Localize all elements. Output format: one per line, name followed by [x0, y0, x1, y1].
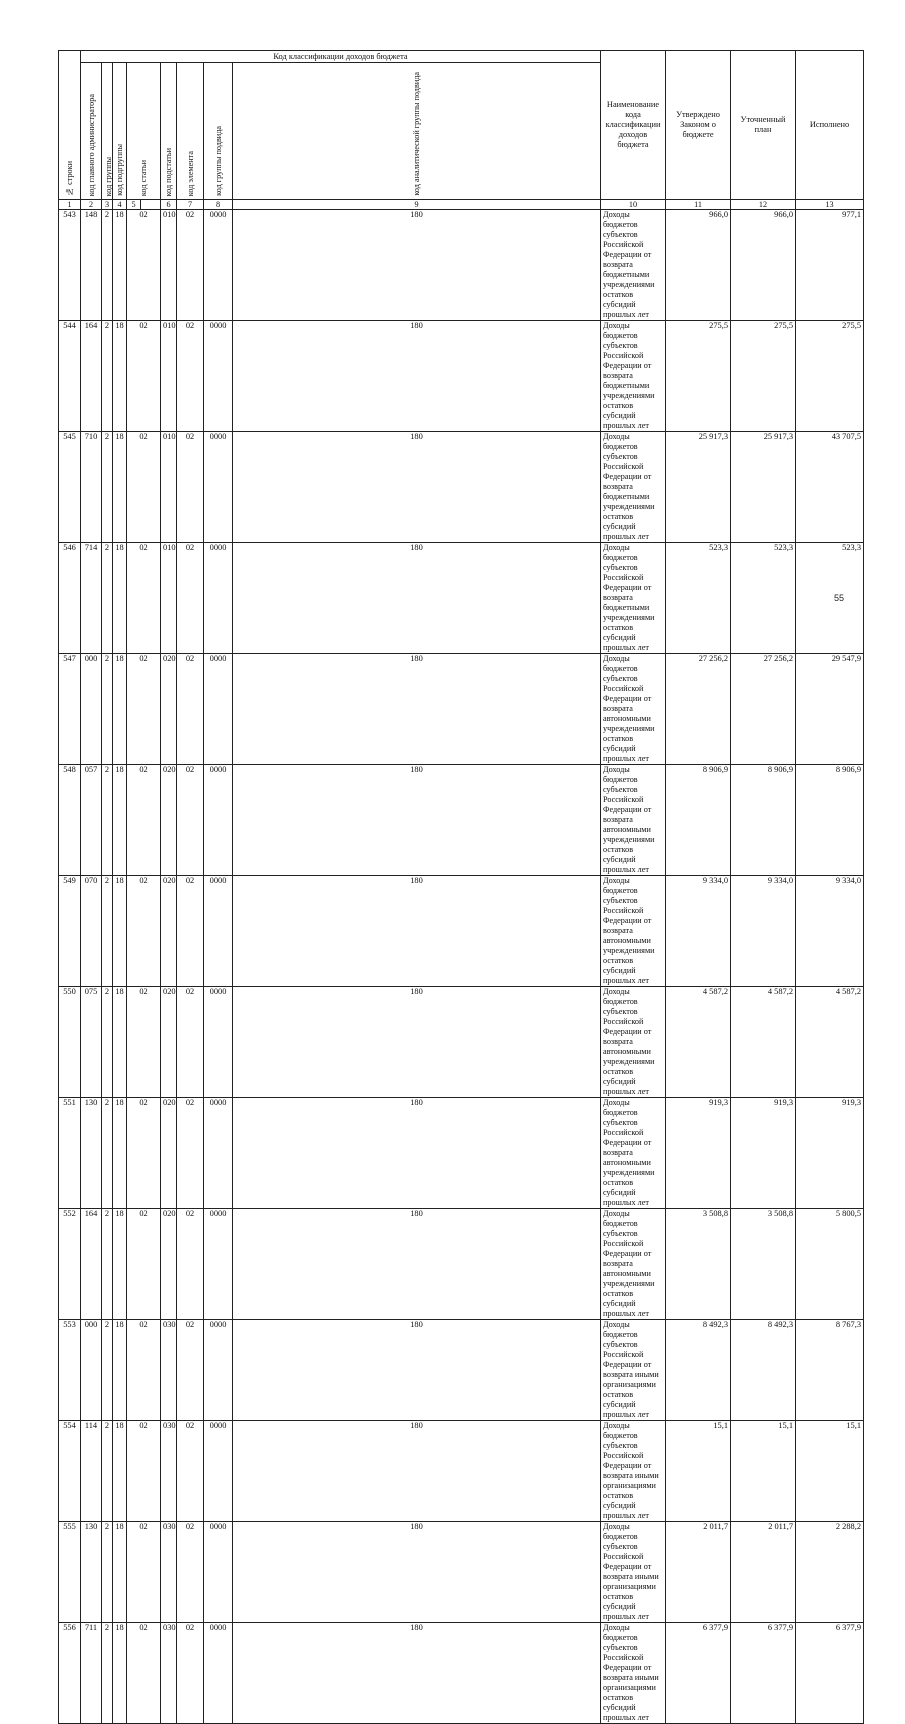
table-row	[59, 1522, 864, 1623]
cell-art: 02	[127, 321, 161, 432]
cell-executed: 4 587,2	[796, 987, 864, 1098]
cell-sub: 18	[113, 654, 127, 765]
cell-el: 02	[177, 543, 204, 654]
cell-sg: 0000	[204, 210, 233, 321]
cell-admin: 000	[81, 1320, 102, 1421]
col-number: 4	[113, 200, 127, 210]
cell-name: Доходы бюджетов субъектов Российской Федерации от возврата автономными учреждениями остатков субсидий прошлых лет	[601, 765, 666, 876]
cell-approved: 9 334,0	[666, 876, 731, 987]
cell-sg: 0000	[204, 1522, 233, 1623]
cell-subart: 020	[161, 1209, 177, 1320]
cell-approved: 275,5	[666, 321, 731, 432]
cell-name: Доходы бюджетов субъектов Российской Федерации от возврата иными организациями остатков субсидий прошлых лет	[601, 1522, 666, 1623]
cell-art: 02	[127, 987, 161, 1098]
cell-executed: 15,1	[796, 1421, 864, 1522]
cell-name: Доходы бюджетов субъектов Российской Федерации от возврата автономными учреждениями остатков субсидий прошлых лет	[601, 876, 666, 987]
cell-ag: 180	[233, 1209, 601, 1320]
col-number: 9	[233, 200, 601, 210]
table-row	[59, 210, 864, 321]
cell-executed: 9 334,0	[796, 876, 864, 987]
cell-executed: 919,3	[796, 1098, 864, 1209]
cell-admin: 000	[81, 654, 102, 765]
header-code-group: Код классификации доходов бюджета	[81, 51, 601, 63]
cell-name: Доходы бюджетов субъектов Российской Федерации от возврата бюджетными учреждениями остатков субсидий прошлых лет	[601, 321, 666, 432]
cell-name: Доходы бюджетов субъектов Российской Федерации от возврата автономными учреждениями остатков субсидий прошлых лет	[601, 1209, 666, 1320]
cell-approved: 6 377,9	[666, 1623, 731, 1724]
cell-approved: 8 492,3	[666, 1320, 731, 1421]
column-number-row	[59, 200, 864, 210]
cell-approved: 919,3	[666, 1098, 731, 1209]
cell-sub: 18	[113, 432, 127, 543]
cell-no: 549	[59, 876, 81, 987]
cell-name: Доходы бюджетов субъектов Российской Федерации от возврата иными организациями остатков субсидий прошлых лет	[601, 1623, 666, 1724]
cell-admin: 148	[81, 210, 102, 321]
cell-no: 554	[59, 1421, 81, 1522]
cell-grp: 2	[102, 765, 113, 876]
header-name: Наименование кода классификации доходов бюджета	[601, 51, 666, 200]
cell-subart: 020	[161, 987, 177, 1098]
cell-grp: 2	[102, 987, 113, 1098]
cell-sg: 0000	[204, 1098, 233, 1209]
cell-sub: 18	[113, 1209, 127, 1320]
cell-grp: 2	[102, 1522, 113, 1623]
cell-approved: 2 011,7	[666, 1522, 731, 1623]
table-row	[59, 1320, 864, 1421]
table-row	[59, 432, 864, 543]
cell-name: Доходы бюджетов субъектов Российской Федерации от возврата бюджетными учреждениями остатков субсидий прошлых лет	[601, 543, 666, 654]
table-row	[59, 543, 864, 654]
table-row	[59, 654, 864, 765]
cell-el: 02	[177, 987, 204, 1098]
cell-sub: 18	[113, 987, 127, 1098]
cell-refined: 9 334,0	[731, 876, 796, 987]
cell-ag: 180	[233, 1522, 601, 1623]
cell-admin: 057	[81, 765, 102, 876]
cell-ag: 180	[233, 876, 601, 987]
page-number: 55	[834, 593, 845, 603]
cell-name: Доходы бюджетов субъектов Российской Федерации от возврата автономными учреждениями остатков субсидий прошлых лет	[601, 1098, 666, 1209]
cell-name: Доходы бюджетов субъектов Российской Федерации от возврата иными организациями остатков субсидий прошлых лет	[601, 1421, 666, 1522]
cell-admin: 711	[81, 1623, 102, 1724]
cell-el: 02	[177, 210, 204, 321]
cell-no: 555	[59, 1522, 81, 1623]
cell-sg: 0000	[204, 654, 233, 765]
header-group: код группы	[102, 63, 113, 200]
header-admin: код главного администратора	[81, 63, 102, 200]
cell-refined: 6 377,9	[731, 1623, 796, 1724]
cell-grp: 2	[102, 210, 113, 321]
col-number: 5	[127, 200, 141, 210]
cell-executed: 6 377,9	[796, 1623, 864, 1724]
table-row	[59, 765, 864, 876]
cell-admin: 164	[81, 321, 102, 432]
cell-admin: 710	[81, 432, 102, 543]
cell-ag: 180	[233, 654, 601, 765]
cell-name: Доходы бюджетов субъектов Российской Федерации от возврата иными организациями остатков субсидий прошлых лет	[601, 1320, 666, 1421]
budget-revenue-table	[58, 50, 864, 1724]
cell-refined: 15,1	[731, 1421, 796, 1522]
cell-subart: 010	[161, 210, 177, 321]
cell-subart: 030	[161, 1623, 177, 1724]
col-number: 1	[59, 200, 81, 210]
cell-no: 548	[59, 765, 81, 876]
cell-art: 02	[127, 543, 161, 654]
col-number: 2	[81, 200, 102, 210]
cell-approved: 8 906,9	[666, 765, 731, 876]
cell-ag: 180	[233, 987, 601, 1098]
cell-name: Доходы бюджетов субъектов Российской Федерации от возврата бюджетными учреждениями остатков субсидий прошлых лет	[601, 210, 666, 321]
cell-sg: 0000	[204, 765, 233, 876]
cell-executed: 977,1	[796, 210, 864, 321]
cell-ag: 180	[233, 1421, 601, 1522]
cell-no: 545	[59, 432, 81, 543]
cell-subart: 010	[161, 321, 177, 432]
cell-grp: 2	[102, 1623, 113, 1724]
cell-subart: 030	[161, 1421, 177, 1522]
cell-refined: 919,3	[731, 1098, 796, 1209]
cell-ag: 180	[233, 1623, 601, 1724]
cell-art: 02	[127, 1209, 161, 1320]
cell-name: Доходы бюджетов субъектов Российской Федерации от возврата автономными учреждениями остатков субсидий прошлых лет	[601, 654, 666, 765]
table-row	[59, 987, 864, 1098]
cell-approved: 4 587,2	[666, 987, 731, 1098]
cell-ag: 180	[233, 765, 601, 876]
cell-sg: 0000	[204, 1209, 233, 1320]
col-number: 3	[102, 200, 113, 210]
col-number: 11	[666, 200, 731, 210]
col-number: 7	[177, 200, 204, 210]
cell-subart: 030	[161, 1320, 177, 1421]
cell-executed: 8 767,3	[796, 1320, 864, 1421]
cell-no: 556	[59, 1623, 81, 1724]
cell-name: Доходы бюджетов субъектов Российской Федерации от возврата бюджетными учреждениями остатков субсидий прошлых лет	[601, 432, 666, 543]
cell-el: 02	[177, 1320, 204, 1421]
cell-subart: 010	[161, 432, 177, 543]
cell-refined: 3 508,8	[731, 1209, 796, 1320]
header-subgroup: код подгруппы	[113, 63, 127, 200]
header-article: код статьи	[127, 63, 161, 200]
cell-admin: 130	[81, 1098, 102, 1209]
cell-approved: 25 917,3	[666, 432, 731, 543]
cell-name: Доходы бюджетов субъектов Российской Федерации от возврата автономными учреждениями остатков субсидий прошлых лет	[601, 987, 666, 1098]
table-row	[59, 1421, 864, 1522]
header-subarticle: код подстатьи	[161, 63, 177, 200]
col-number: 10	[601, 200, 666, 210]
header-analytic-group: код аналитической группы подвида	[233, 63, 601, 200]
cell-approved: 523,3	[666, 543, 731, 654]
col-number: 8	[204, 200, 233, 210]
cell-el: 02	[177, 321, 204, 432]
cell-grp: 2	[102, 1098, 113, 1209]
cell-admin: 070	[81, 876, 102, 987]
cell-el: 02	[177, 1623, 204, 1724]
cell-ag: 180	[233, 1320, 601, 1421]
header-element: код элемента	[177, 63, 204, 200]
header-approved: Утверждено Законом о бюджете	[666, 51, 731, 200]
cell-refined: 8 492,3	[731, 1320, 796, 1421]
cell-subart: 020	[161, 765, 177, 876]
cell-sub: 18	[113, 876, 127, 987]
cell-sg: 0000	[204, 1623, 233, 1724]
cell-no: 547	[59, 654, 81, 765]
cell-grp: 2	[102, 654, 113, 765]
cell-sub: 18	[113, 765, 127, 876]
cell-art: 02	[127, 765, 161, 876]
cell-admin: 714	[81, 543, 102, 654]
table-row	[59, 321, 864, 432]
cell-art: 02	[127, 210, 161, 321]
cell-ag: 180	[233, 543, 601, 654]
cell-grp: 2	[102, 1209, 113, 1320]
cell-art: 02	[127, 1098, 161, 1209]
cell-no: 553	[59, 1320, 81, 1421]
cell-no: 550	[59, 987, 81, 1098]
cell-sg: 0000	[204, 1320, 233, 1421]
cell-el: 02	[177, 432, 204, 543]
cell-el: 02	[177, 1522, 204, 1623]
cell-sub: 18	[113, 321, 127, 432]
col-number	[141, 200, 161, 210]
cell-sg: 0000	[204, 987, 233, 1098]
cell-no: 546	[59, 543, 81, 654]
cell-ag: 180	[233, 432, 601, 543]
col-number: 6	[161, 200, 177, 210]
cell-grp: 2	[102, 432, 113, 543]
cell-executed: 29 547,9	[796, 654, 864, 765]
header-executed: Исполнено	[796, 51, 864, 200]
cell-sg: 0000	[204, 321, 233, 432]
header-subtype-group: код группы подвида	[204, 63, 233, 200]
cell-art: 02	[127, 654, 161, 765]
cell-subart: 020	[161, 654, 177, 765]
cell-el: 02	[177, 1209, 204, 1320]
cell-approved: 3 508,8	[666, 1209, 731, 1320]
cell-art: 02	[127, 1421, 161, 1522]
cell-admin: 114	[81, 1421, 102, 1522]
cell-grp: 2	[102, 876, 113, 987]
cell-subart: 010	[161, 543, 177, 654]
cell-sub: 18	[113, 1098, 127, 1209]
cell-el: 02	[177, 1098, 204, 1209]
cell-refined: 8 906,9	[731, 765, 796, 876]
cell-art: 02	[127, 432, 161, 543]
cell-el: 02	[177, 654, 204, 765]
table-row	[59, 1209, 864, 1320]
cell-refined: 27 256,2	[731, 654, 796, 765]
cell-grp: 2	[102, 543, 113, 654]
cell-admin: 164	[81, 1209, 102, 1320]
col-number: 13	[796, 200, 864, 210]
header-refined: Уточненный план	[731, 51, 796, 200]
cell-sub: 18	[113, 1522, 127, 1623]
col-number: 12	[731, 200, 796, 210]
cell-subart: 030	[161, 1522, 177, 1623]
cell-executed: 8 906,9	[796, 765, 864, 876]
cell-approved: 966,0	[666, 210, 731, 321]
cell-sub: 18	[113, 1623, 127, 1724]
cell-sg: 0000	[204, 1421, 233, 1522]
cell-ag: 180	[233, 321, 601, 432]
cell-no: 544	[59, 321, 81, 432]
cell-grp: 2	[102, 321, 113, 432]
cell-sub: 18	[113, 1421, 127, 1522]
cell-subart: 020	[161, 876, 177, 987]
cell-approved: 15,1	[666, 1421, 731, 1522]
cell-sg: 0000	[204, 432, 233, 543]
cell-ag: 180	[233, 1098, 601, 1209]
table-row	[59, 1098, 864, 1209]
cell-el: 02	[177, 876, 204, 987]
cell-executed: 523,3	[796, 543, 864, 654]
cell-grp: 2	[102, 1421, 113, 1522]
cell-refined: 4 587,2	[731, 987, 796, 1098]
cell-executed: 2 288,2	[796, 1522, 864, 1623]
cell-el: 02	[177, 1421, 204, 1522]
cell-el: 02	[177, 765, 204, 876]
cell-refined: 966,0	[731, 210, 796, 321]
cell-sub: 18	[113, 210, 127, 321]
cell-grp: 2	[102, 1320, 113, 1421]
cell-admin: 130	[81, 1522, 102, 1623]
cell-executed: 5 800,5	[796, 1209, 864, 1320]
cell-refined: 25 917,3	[731, 432, 796, 543]
table-row	[59, 876, 864, 987]
cell-admin: 075	[81, 987, 102, 1098]
cell-art: 02	[127, 876, 161, 987]
cell-approved: 27 256,2	[666, 654, 731, 765]
cell-sub: 18	[113, 543, 127, 654]
cell-subart: 020	[161, 1098, 177, 1209]
cell-no: 551	[59, 1098, 81, 1209]
table-row	[59, 1623, 864, 1724]
cell-art: 02	[127, 1623, 161, 1724]
cell-art: 02	[127, 1320, 161, 1421]
cell-refined: 523,3	[731, 543, 796, 654]
cell-refined: 275,5	[731, 321, 796, 432]
cell-sub: 18	[113, 1320, 127, 1421]
cell-executed: 43 707,5	[796, 432, 864, 543]
cell-no: 552	[59, 1209, 81, 1320]
cell-ag: 180	[233, 210, 601, 321]
cell-art: 02	[127, 1522, 161, 1623]
header-row-no: № строки	[59, 51, 81, 200]
cell-sg: 0000	[204, 876, 233, 987]
cell-sg: 0000	[204, 543, 233, 654]
cell-executed: 275,5	[796, 321, 864, 432]
cell-no: 543	[59, 210, 81, 321]
cell-refined: 2 011,7	[731, 1522, 796, 1623]
